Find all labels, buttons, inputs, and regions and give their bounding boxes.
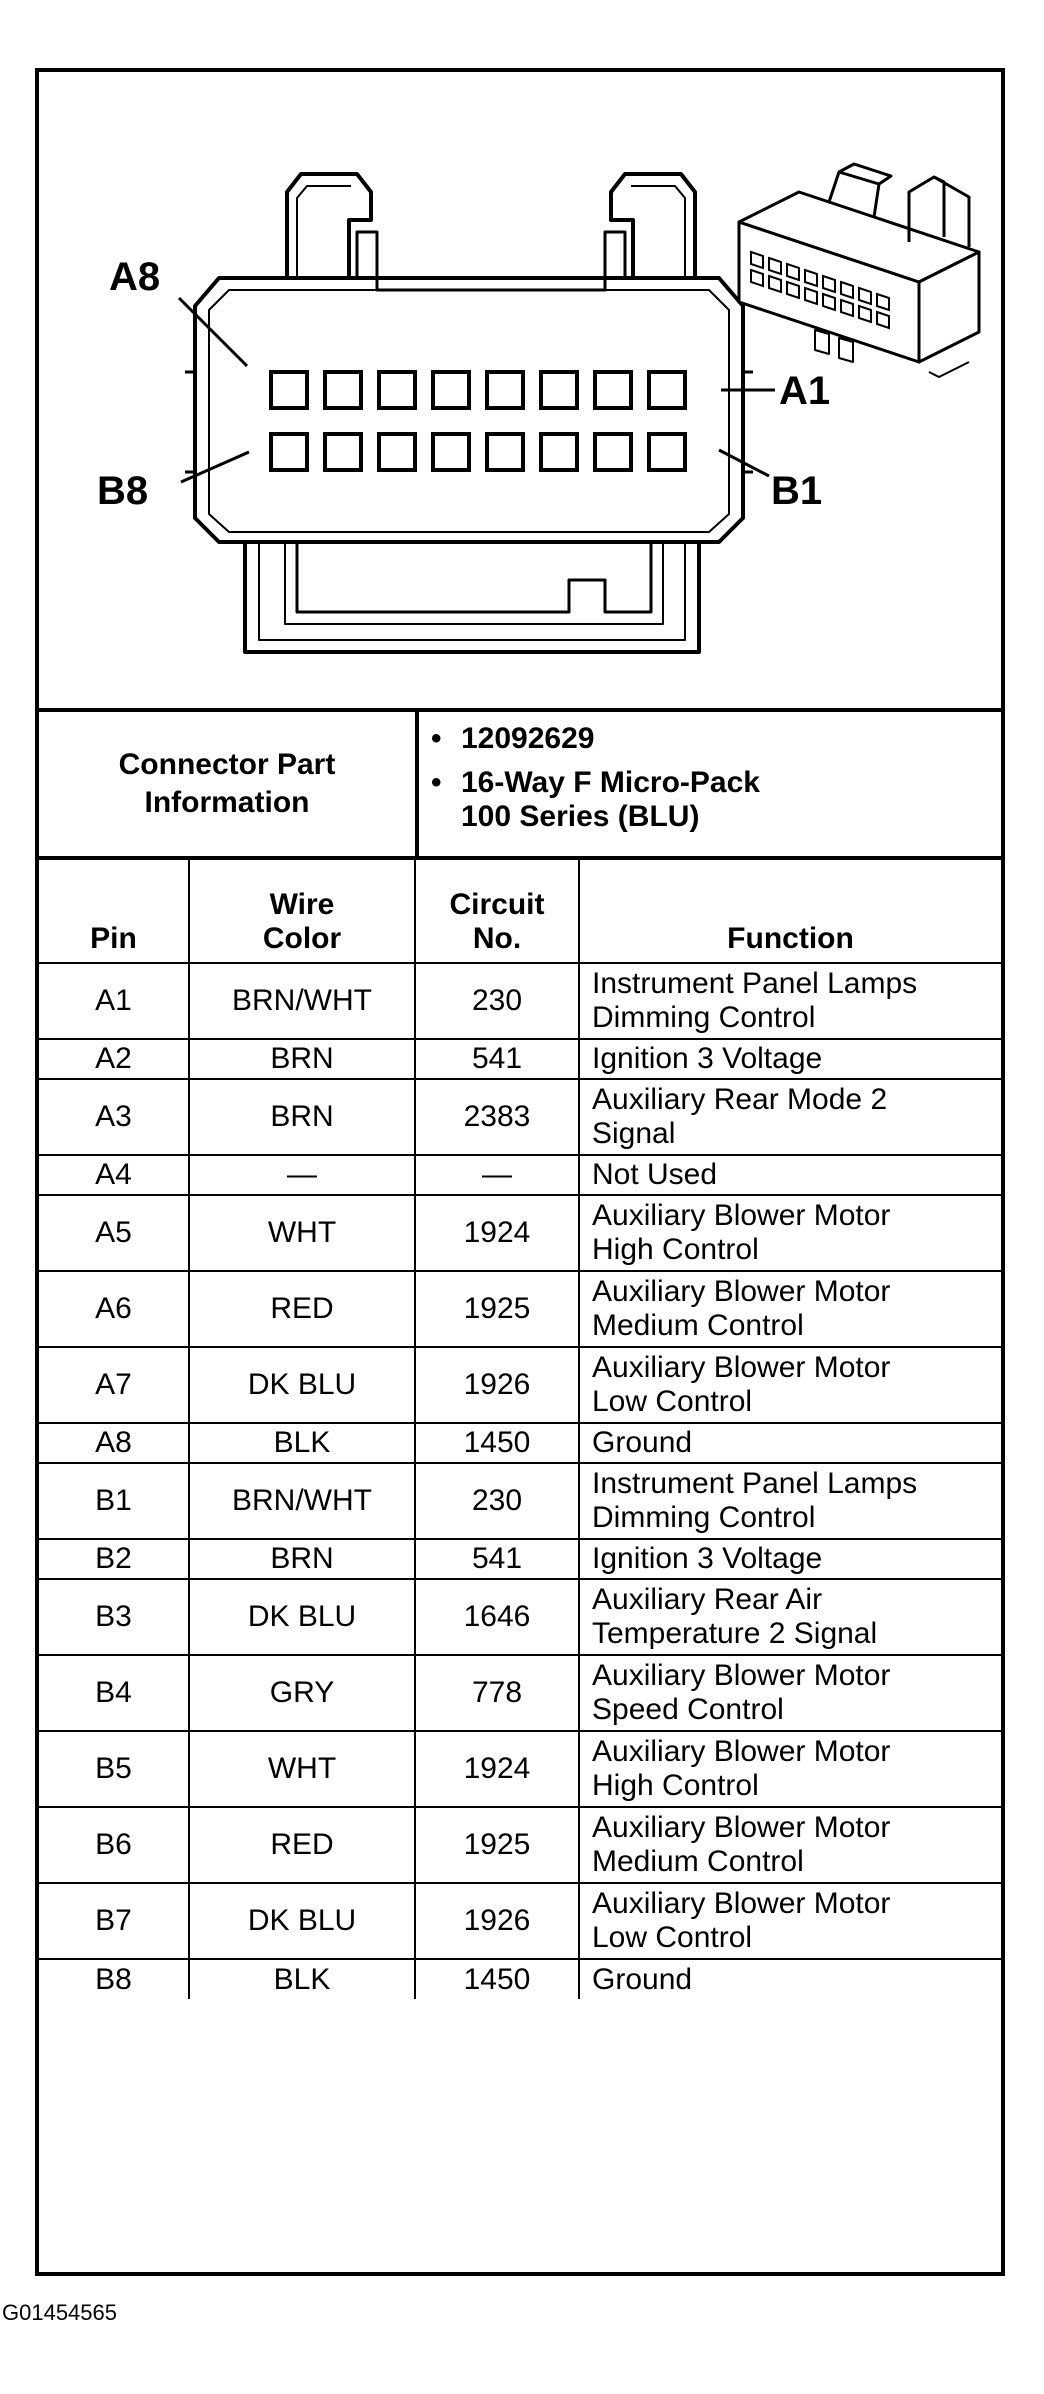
circuit-cell: 1450 [415,1959,579,1999]
function-cell [579,1039,1001,1079]
pin-cell: B7 [39,1883,189,1959]
pin-row [39,1959,1001,1999]
pin-row [39,1731,1001,1807]
function-line: Auxiliary Blower Motor [592,1275,891,1308]
figure-code: G01454565 [2,2300,117,2325]
function-line: High Control [592,1769,759,1802]
function-line: Low Control [592,1385,753,1418]
header-circuit [415,860,579,963]
wire-color-cell: — [189,1155,415,1195]
function-cell [579,1579,1001,1655]
header-circuit-line1: Circuit [449,888,545,921]
header-circuit-line2: No. [472,922,522,955]
function-line: Ground [592,1962,693,1996]
pin-row [39,1039,1001,1079]
wire-color-cell: GRY [189,1655,415,1731]
pin-cavity [595,372,631,408]
pin-row [39,1347,1001,1423]
circuit-cell: 1450 [415,1423,579,1463]
function-line: Auxiliary Blower Motor [592,1811,891,1844]
function-line: Auxiliary Blower Motor [592,1659,891,1692]
wire-color-cell: BRN [189,1539,415,1579]
wire-color-cell: BLK [189,1959,415,1999]
pin-row [39,1579,1001,1655]
pin-row [39,1079,1001,1155]
connector-drawing [39,72,1001,708]
pin-cavity [379,372,415,408]
function-line: Dimming Control [592,1501,816,1534]
part-info-label-line1: Connector Part [118,748,336,781]
pin-row [39,1423,1001,1463]
connector-type-line2: 100 Series (BLU) [461,800,700,833]
pin-cavity [487,372,523,408]
pin-cell: A2 [39,1039,189,1079]
function-cell [579,1347,1001,1423]
pin-cell: B8 [39,1959,189,1999]
function-cell [579,1807,1001,1883]
function-line: Dimming Control [592,1001,816,1034]
part-number: • 12092629 [461,722,999,756]
pin-cavity [433,434,469,470]
label-b1: B1 [771,469,823,513]
header-wire-color-line2: Color [262,922,342,955]
circuit-cell: 1926 [415,1883,579,1959]
pin-cell: B6 [39,1807,189,1883]
pin-cell: A7 [39,1347,189,1423]
wire-color-cell: RED [189,1271,415,1347]
wire-color-cell: RED [189,1807,415,1883]
header-wire-color-line1: Wire [269,888,335,921]
pin-cell: A8 [39,1423,189,1463]
connector-type [461,766,999,834]
wire-color-cell: DK BLU [189,1883,415,1959]
pin-cavity [433,372,469,408]
function-cell [579,1271,1001,1347]
pin-cell: B5 [39,1731,189,1807]
part-info-list [419,712,999,856]
circuit-cell: 230 [415,1463,579,1539]
pin-cell: A1 [39,963,189,1039]
pin-cell: B4 [39,1655,189,1731]
function-cell [579,1155,1001,1195]
function-cell [579,1079,1001,1155]
wire-color-cell: BLK [189,1423,415,1463]
pin-cavity [271,372,307,408]
pin-table-header [39,860,1001,963]
function-cell [579,1959,1001,1999]
label-a8: A8 [109,255,161,299]
pin-row [39,1271,1001,1347]
function-cell [579,963,1001,1039]
circuit-cell: — [415,1155,579,1195]
function-line: Ground [592,1426,693,1459]
pin-cell: B2 [39,1539,189,1579]
header-wire-color [189,860,415,963]
function-cell [579,1731,1001,1807]
function-line: Temperature 2 Signal [592,1617,878,1650]
pin-cell: A4 [39,1155,189,1195]
function-line: Not Used [592,1158,718,1191]
connector-skirt [245,542,699,652]
circuit-cell: 2383 [415,1079,579,1155]
function-line: Speed Control [592,1693,784,1726]
wire-color-cell: BRN [189,1039,415,1079]
pin-row [39,1655,1001,1731]
leader-b8 [181,452,249,482]
function-line: Instrument Panel Lamps [592,1467,918,1500]
circuit-cell: 541 [415,1539,579,1579]
wire-color-cell: WHT [189,1195,415,1271]
circuit-cell: 1925 [415,1271,579,1347]
function-line: Auxiliary Blower Motor [592,1351,891,1384]
header-pin: Pin [39,860,189,963]
wire-color-cell: WHT [189,1731,415,1807]
function-line: Ignition 3 Voltage [592,1042,823,1075]
pin-cavity [487,434,523,470]
function-line: Low Control [592,1921,753,1954]
function-cell [579,1195,1001,1271]
wire-color-cell: DK BLU [189,1347,415,1423]
connector-type-line1: 16-Way F Micro-Pack [461,766,760,799]
function-cell [579,1423,1001,1463]
header-function: Function [579,860,1001,963]
pin-row [39,1807,1001,1883]
function-line: Ignition 3 Voltage [592,1542,823,1575]
pin-row [39,963,1001,1039]
leader-a8 [179,298,247,366]
function-line: Auxiliary Blower Motor [592,1199,891,1232]
pin-cavity [271,434,307,470]
function-cell [579,1655,1001,1731]
function-cell [579,1463,1001,1539]
wire-color-cell: DK BLU [189,1579,415,1655]
pin-cavity [649,434,685,470]
pin-row [39,1463,1001,1539]
wire-color-cell: BRN/WHT [189,963,415,1039]
pin-cavity [595,434,631,470]
pin-cavity [325,372,361,408]
function-line: Auxiliary Blower Motor [592,1735,891,1768]
part-info-label [39,712,419,856]
part-info-label-line2: Information [144,786,310,819]
pin-row [39,1155,1001,1195]
pin-row [39,1539,1001,1579]
pin-cell: B1 [39,1463,189,1539]
pin-cell: A5 [39,1195,189,1271]
wire-color-cell: BRN/WHT [189,1463,415,1539]
circuit-cell: 778 [415,1655,579,1731]
function-line: Auxiliary Rear Mode 2 [592,1083,888,1116]
pin-cell: B3 [39,1579,189,1655]
pin-cell: A6 [39,1271,189,1347]
pin-cell: A3 [39,1079,189,1155]
function-line: Auxiliary Blower Motor [592,1887,891,1920]
pin-row [39,1883,1001,1959]
pin-cavity [379,434,415,470]
pin-row [39,1195,1001,1271]
circuit-cell: 1924 [415,1195,579,1271]
circuit-cell: 541 [415,1039,579,1079]
label-b8: B8 [97,469,149,513]
circuit-cell: 1646 [415,1579,579,1655]
circuit-cell: 1926 [415,1347,579,1423]
pin-cavity [541,372,577,408]
wire-color-cell: BRN [189,1079,415,1155]
function-line: Instrument Panel Lamps [592,967,918,1000]
connector-sheet [35,68,1005,2276]
function-line: Medium Control [592,1309,804,1342]
function-line: Signal [592,1117,676,1150]
label-a1: A1 [779,369,831,413]
function-line: High Control [592,1233,759,1266]
function-line: Medium Control [592,1845,804,1878]
pin-table [39,860,1001,1999]
connector-part-info [39,712,1001,860]
circuit-cell: 1925 [415,1807,579,1883]
circuit-cell: 1924 [415,1731,579,1807]
circuit-cell: 230 [415,963,579,1039]
function-line: Auxiliary Rear Air [592,1583,823,1616]
pin-cavity [649,372,685,408]
pin-cavity [325,434,361,470]
connector-3d-view [739,164,979,377]
pin-cavity [541,434,577,470]
function-cell [579,1539,1001,1579]
connector-diagram [39,72,1001,712]
function-cell [579,1883,1001,1959]
